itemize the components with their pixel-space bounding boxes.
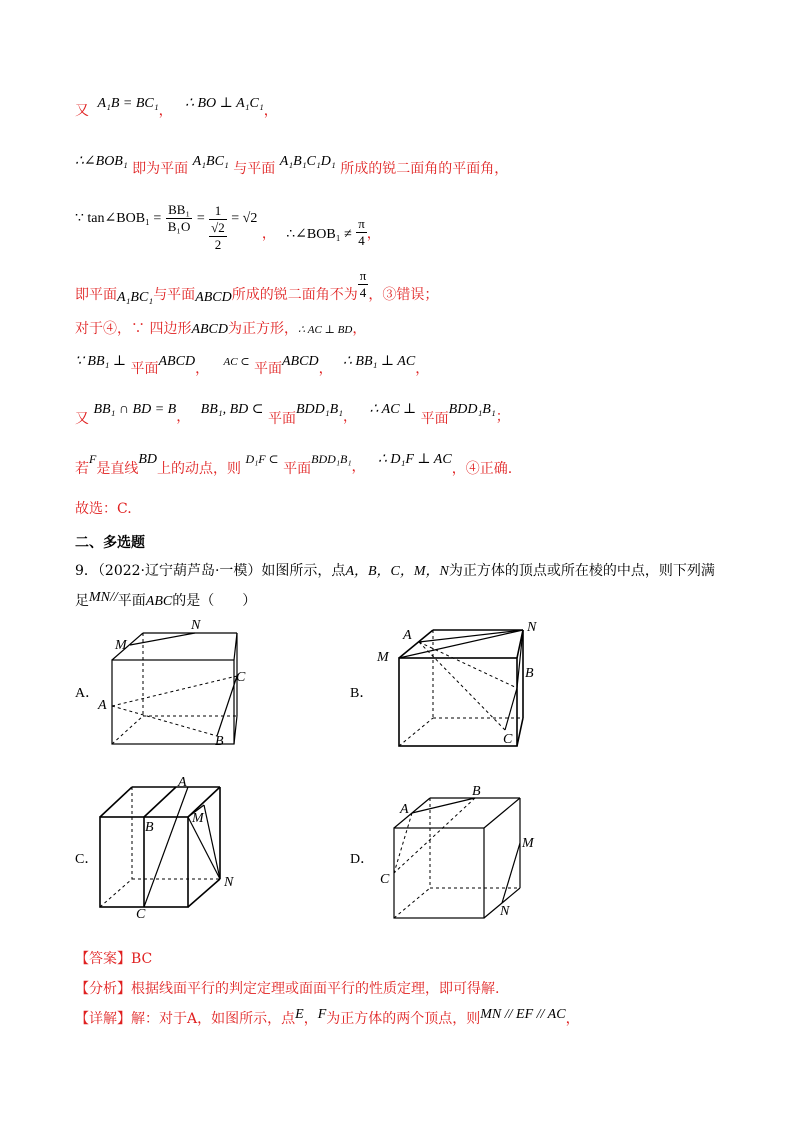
math: F xyxy=(89,452,97,466)
analysis-line xyxy=(75,978,499,1008)
solution-line-3: ∵ tan∠BOB₁ = $\frac{\text{BB₁}}{\text{B₁O}}$ = 1 √2 2 = √2 ， ∴∠BOB₁ ≠ $\frac{\pi}{4}$ ， xyxy=(75,201,381,252)
label-a: A xyxy=(178,775,187,790)
figure-c xyxy=(92,775,252,939)
text: 平面 xyxy=(420,411,449,427)
label-n: N xyxy=(527,620,537,635)
solution-line-4 xyxy=(75,268,438,304)
fraction: $\frac{\text{BB₁}}{\text{B₁O}}$ xyxy=(167,201,191,234)
option-c-label: C． xyxy=(75,852,99,867)
math: F xyxy=(317,1007,327,1022)
label-m: M xyxy=(192,811,204,826)
label-m: M xyxy=(115,638,127,653)
text: 又 xyxy=(75,411,89,427)
text: ， xyxy=(366,226,381,242)
math: A₁BC₁ xyxy=(117,289,154,305)
figure-b xyxy=(375,618,555,762)
text: 即为平面 xyxy=(132,161,189,177)
math: ABCD xyxy=(158,354,196,369)
fraction: $\frac{\pi}{4}$ xyxy=(359,268,367,300)
detail-tag: 【详解】 xyxy=(75,1011,131,1027)
option-b-label: B． xyxy=(350,686,374,701)
detail-text: 解：对于A，如图所示，点 xyxy=(131,1011,296,1027)
text: 是直线 xyxy=(96,461,139,477)
label-a: A xyxy=(403,628,412,643)
text: 所成的锐二面角的平面角， xyxy=(340,161,509,177)
label-c: C xyxy=(136,907,146,922)
text: ； xyxy=(495,409,510,425)
solution-line-7 xyxy=(75,398,510,428)
text: ， xyxy=(261,226,276,242)
math: BB₁ ∩ BD = B xyxy=(93,402,177,417)
label-c: C xyxy=(380,872,390,887)
label-n: N xyxy=(191,618,201,633)
label-b: B xyxy=(145,820,154,835)
fraction: $\frac{\pi}{4}$ xyxy=(358,215,365,248)
text: 平面 xyxy=(254,361,282,377)
math: ∴ D₁F ⊥ AC xyxy=(377,452,452,467)
math: ∴∠BOB₁ ≠ xyxy=(286,227,352,242)
conclusion: 故选：C. xyxy=(75,501,132,517)
math: A₁B = BC₁ xyxy=(97,96,159,111)
math: = √2 xyxy=(231,211,258,226)
solution-line-2 xyxy=(75,150,508,180)
analysis-text: 根据线面平行的判定定理或面面平行的性质定理，即可得解. xyxy=(131,981,500,997)
label-b: B xyxy=(215,734,224,749)
math: D₁F ⊂ xyxy=(245,452,279,466)
math: A₁BC₁ xyxy=(192,154,229,169)
label-n: N xyxy=(500,904,510,919)
math: BDD₁B₁ xyxy=(448,402,496,417)
text: ，③错误； xyxy=(368,286,439,303)
text: 平面 xyxy=(267,411,296,427)
text: 对于④，∵ 四边形 xyxy=(75,321,192,337)
math: BDD₁B₁ xyxy=(295,402,344,417)
label-c: C xyxy=(503,732,513,747)
label-m: M xyxy=(377,650,389,665)
answer-text: BC xyxy=(131,951,153,967)
text: 若 xyxy=(75,461,89,477)
text: ， xyxy=(565,1011,580,1027)
text: ， xyxy=(195,361,210,377)
text: 为正方形， xyxy=(228,321,299,337)
cube-diagram-b xyxy=(375,618,555,758)
label-b: B xyxy=(472,784,481,799)
math: ∴ AC ⊥ BD xyxy=(298,324,353,336)
solution-line-9 xyxy=(75,498,132,528)
question-text: 平面 xyxy=(117,593,146,609)
label-c: C xyxy=(236,670,246,685)
math: ABCD xyxy=(282,354,319,369)
question-text: 9．（2022·辽宁葫芦岛·一模）如图所示，点 xyxy=(75,563,346,579)
text: 所成的锐二面角不为 xyxy=(231,286,358,303)
label-a: A xyxy=(98,698,107,713)
math: ∴ BB₁ ⊥ AC xyxy=(343,354,416,369)
text: ， xyxy=(352,321,367,337)
math: ABC xyxy=(145,594,173,609)
text: ， xyxy=(343,409,358,425)
question-text: 为正方体的顶点或所在棱的中点，则下列满 xyxy=(448,563,715,579)
points: A，B，C，M，N xyxy=(345,564,449,579)
section-title: 二、多选题 xyxy=(75,535,145,551)
analysis-tag: 【分析】 xyxy=(75,981,131,997)
text: 又 xyxy=(75,103,89,119)
option-a-label: A． xyxy=(75,686,100,701)
text: 即平面 xyxy=(75,286,117,303)
section-heading xyxy=(75,532,145,562)
math: A₁B₁C₁D₁ xyxy=(279,154,336,169)
solution-line-6 xyxy=(75,350,429,380)
text: ， xyxy=(415,361,430,377)
math: E xyxy=(295,1007,304,1022)
detail-line xyxy=(75,1008,580,1038)
label-n: N xyxy=(224,875,234,890)
label-m: M xyxy=(522,836,534,851)
text: 与平面 xyxy=(233,161,276,177)
question-line-2 xyxy=(75,590,256,620)
math: ABCD xyxy=(195,289,232,305)
math: ∵ tan∠BOB₁ = xyxy=(75,211,162,226)
question-text: 的是（ ） xyxy=(172,593,257,609)
text: 平面 xyxy=(130,361,159,377)
figure-a xyxy=(95,618,265,762)
answer-line xyxy=(75,948,152,978)
math: ABCD xyxy=(191,322,229,337)
math: ∴∠BOB₁ xyxy=(75,154,128,169)
detail-text-2: 为正方体的两个顶点，则 xyxy=(326,1011,481,1027)
math: MN // EF // AC xyxy=(480,1007,566,1022)
math: ∴ AC ⊥ xyxy=(369,402,417,417)
text: ，④正确. xyxy=(451,461,513,477)
label-a: A xyxy=(400,802,409,817)
math: BD xyxy=(138,452,158,467)
label-b: B xyxy=(525,666,534,681)
solution-line-1 xyxy=(75,96,278,130)
text: ， xyxy=(351,459,366,475)
option-d-label: D． xyxy=(350,852,375,867)
fraction: 1 √2 2 xyxy=(211,203,225,252)
text: ， xyxy=(263,103,278,119)
math: BDD₁B₁ xyxy=(311,452,352,466)
math: ∴ BO ⊥ A₁C₁ xyxy=(185,96,264,111)
text: 上的动点，则 xyxy=(157,461,242,477)
text: ， xyxy=(318,361,333,377)
math: ∵ BB₁ ⊥ xyxy=(75,354,127,369)
question-text: 足 xyxy=(75,593,89,609)
text: ， xyxy=(303,1011,318,1027)
answer-tag: 【答案】 xyxy=(75,951,131,967)
text: 平面 xyxy=(283,461,312,477)
text: ， xyxy=(158,103,173,119)
math: MN// xyxy=(89,590,118,605)
text: 与平面 xyxy=(153,286,196,303)
text: ， xyxy=(176,409,191,425)
solution-line-5 xyxy=(75,318,366,348)
cube-diagram-d xyxy=(372,780,552,930)
math: BB₁, BD ⊂ xyxy=(200,402,264,417)
figure-d xyxy=(372,780,552,934)
solution-line-8 xyxy=(75,448,512,478)
cube-diagram-c xyxy=(92,775,252,935)
math: AC ⊂ xyxy=(223,356,250,368)
question-line-1 xyxy=(75,560,715,590)
